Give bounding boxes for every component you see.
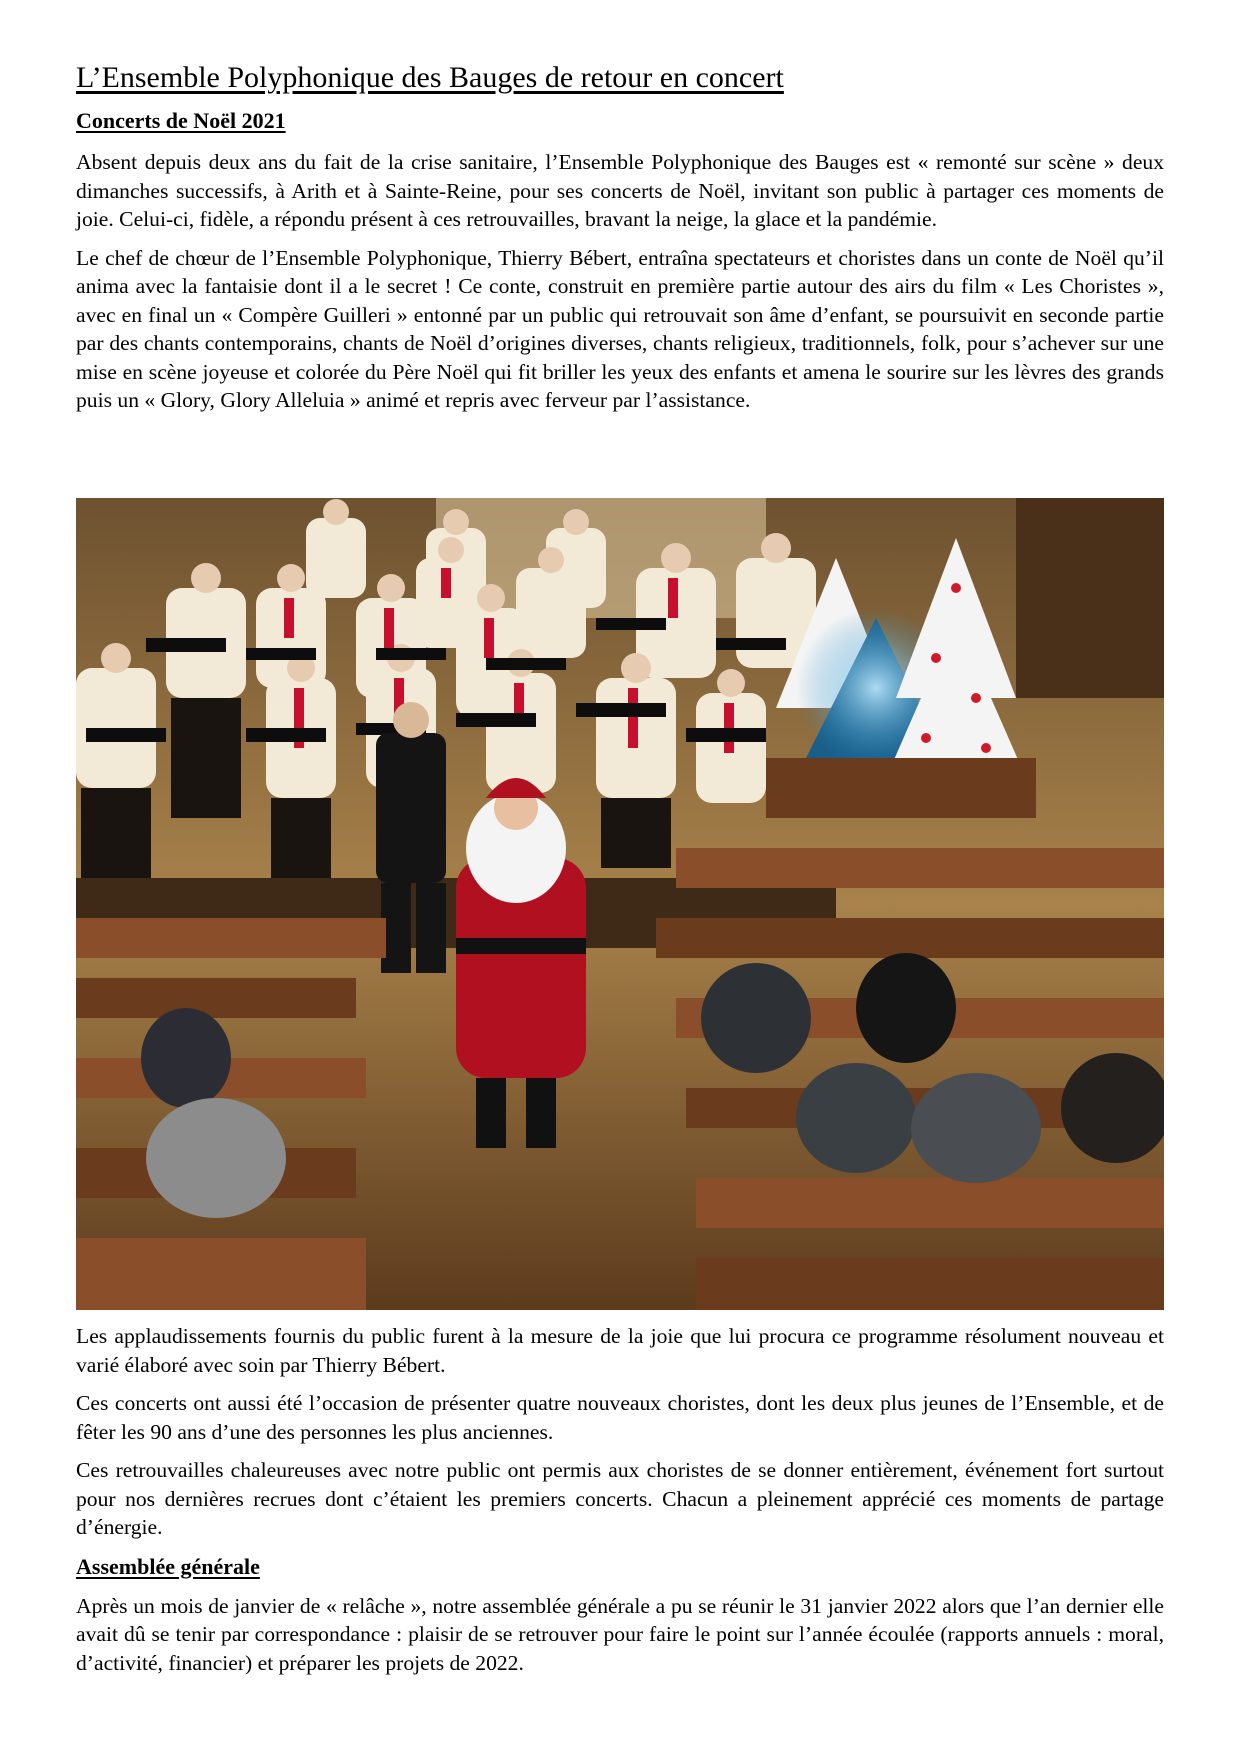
paragraph: Absent depuis deux ans du fait de la crise sanitaire, l’Ensemble Polyphonique des Bauges est « remonté sur scène » deux dimanches successifs, à Arith et à Sainte-Reine, pour ses concerts de Noël, invitant son public à partager ces moments de joie. Celui-ci, fidèle, a répondu présent à ces retrouvailles, bravant la neige, la glace et la pandémie. xyxy=(76,150,1164,231)
page-title: L’Ensemble Polyphonique des Bauges de retour en concert xyxy=(76,61,784,94)
paragraph: Le chef de chœur de l’Ensemble Polyphonique, Thierry Bébert, entraîna spectateurs et choristes dans un conte de Noël qu’il anima avec la fantaisie dont il a le secret ! Ce conte, construit en première partie autour des airs du film « Les Choristes », avec en final un « Compère Guilleri » entonné par un public qui retrouvait son âme d’enfant, se poursuivit en seconde partie par des chants contemporains, chants de Noël d’origines diverses, chants religieux, traditionnels, folk, pour s’achever sur une mise en scène joyeuse et colorée du Père Noël qui fit briller les yeux des enfants et amena le sourire sur les lèvres des grands puis un « Glory, Glory Alleluia » animé et repris avec ferveur par l’assistance. xyxy=(76,245,1164,412)
section-heading-concerts: Concerts de Noël 2021 xyxy=(76,108,286,133)
paragraph: Après un mois de janvier de « relâche », notre assemblée générale a pu se réunir le 31 janvier 2022 alors que l’an dernier elle avait dû se tenir par correspondance : plaisir de se retrouver pour faire le point sur l’année écoulée (rapports annuels : moral, d’activité, financier) et préparer les projets de 2022. xyxy=(76,1593,1164,1675)
concert-photo xyxy=(76,498,1164,1310)
paragraph: Les applaudissements fournis du public furent à la mesure de la joie que lui procura ce programme résolument nouveau et varié élaboré avec soin par Thierry Bébert. xyxy=(76,1324,1164,1377)
after-photo-text xyxy=(76,1322,1164,1677)
side-door xyxy=(1016,498,1164,698)
section-heading-assemblee: Assemblée générale xyxy=(76,1553,260,1579)
paragraph: Ces retrouvailles chaleureuses avec notre public ont permis aux choristes de se donner entièrement, événement fort surtout pour nos dernières recrues dont c’étaient les premiers concerts. Chacun a pleinement apprécié ces moments de partage d’énergie. xyxy=(76,1458,1164,1539)
concert-photo-illustration xyxy=(76,498,1164,1310)
document-page xyxy=(76,56,1164,1675)
paragraph: Ces concerts ont aussi été l’occasion de présenter quatre nouveaux choristes, dont les deux plus jeunes de l’Ensemble, et de fêter les 90 ans d’une des personnes les plus anciennes. xyxy=(76,1391,1164,1444)
narrator xyxy=(376,702,446,973)
